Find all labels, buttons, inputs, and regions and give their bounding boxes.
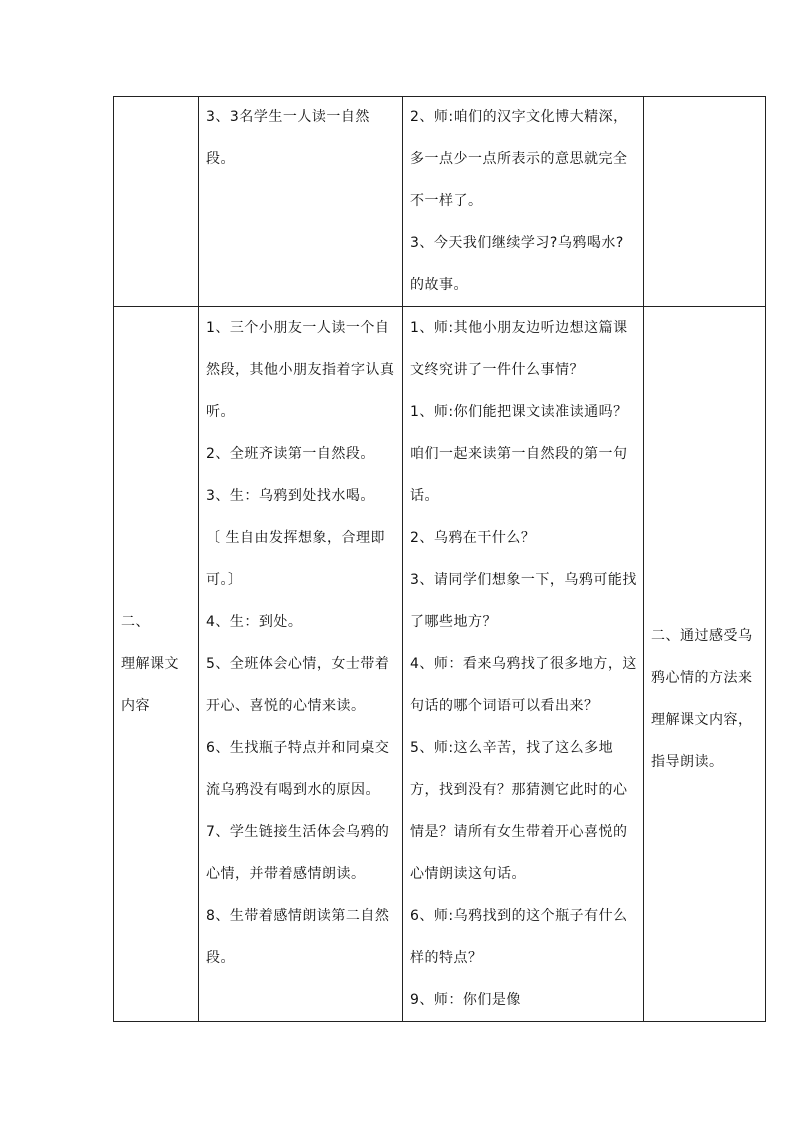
teacher-activity-cell <box>403 307 644 1022</box>
intent-cell <box>644 307 766 1022</box>
teacher-step: 5、师:这么辛苦，找了这么多地方，找到没有？那猜测它此时的心情是？请所有女生带着开心喜悦的心情朗读这句话。 <box>410 740 628 882</box>
table-row <box>114 307 766 1022</box>
teacher-step: 2、师:咱们的汉字文化博大精深，多一点少一点所表示的意思就完全不一样了。 <box>410 109 628 209</box>
student-step: 6、生找瓶子特点并和同桌交流乌鸦没有喝到水的原因。 <box>206 740 390 798</box>
section-title: 理解课文内容 <box>121 656 179 714</box>
student-step: 〔 生自由发挥想象，合理即可。〕 <box>206 530 385 588</box>
student-step: 2、全班齐读第一自然段。 <box>206 446 375 462</box>
lesson-plan-table <box>113 96 766 1022</box>
teacher-step: 4、师：看来乌鸦找了很多地方，这句话的哪个词语可以看出来？ <box>410 656 637 714</box>
teacher-step: 2、乌鸦在干什么？ <box>410 530 536 546</box>
section-number: 二、 <box>121 614 150 630</box>
student-step: 1、三个小朋友一人读一个自然段，其他小朋友指着字认真听。 <box>206 320 395 420</box>
student-step: 4、生：到处。 <box>206 614 303 630</box>
student-activity-cell <box>199 97 403 307</box>
intent-cell <box>644 97 766 307</box>
student-step: 8、生带着感情朗读第二自然段。 <box>206 908 390 966</box>
design-intent: 二、通过感受乌鸦心情的方法来理解课文内容，指导朗读。 <box>651 628 753 770</box>
student-activity-cell <box>199 307 403 1022</box>
student-step: 3、生：乌鸦到处找水喝。 <box>206 488 375 504</box>
teacher-step: 1、师:其他小朋友边听边想这篇课文终究讲了一件什么事情？ <box>410 320 628 378</box>
student-step: 7、学生链接生活体会乌鸦的心情，并带着感情朗读。 <box>206 824 390 882</box>
teacher-step: 6、师:乌鸦找到的这个瓶子有什么样的特点？ <box>410 908 628 966</box>
table-row <box>114 97 766 307</box>
student-step: 5、全班体会心情，女士带着开心、喜悦的心情来读。 <box>206 656 390 714</box>
section-cell <box>114 97 199 307</box>
teacher-activity-cell <box>403 97 644 307</box>
teacher-step: 9、师：你们是像 <box>410 992 521 1008</box>
student-step: 3、3名学生一人读一自然段。 <box>206 109 370 167</box>
teacher-step: 3、请同学们想象一下，乌鸦可能找了哪些地方？ <box>410 572 637 630</box>
teacher-step: 3、今天我们继续学习?乌鸦喝水?的故事。 <box>410 235 624 293</box>
section-cell <box>114 307 199 1022</box>
teacher-step: 1、师:你们能把课文读准读通吗？咱们一起来读第一自然段的第一句话。 <box>410 404 628 504</box>
